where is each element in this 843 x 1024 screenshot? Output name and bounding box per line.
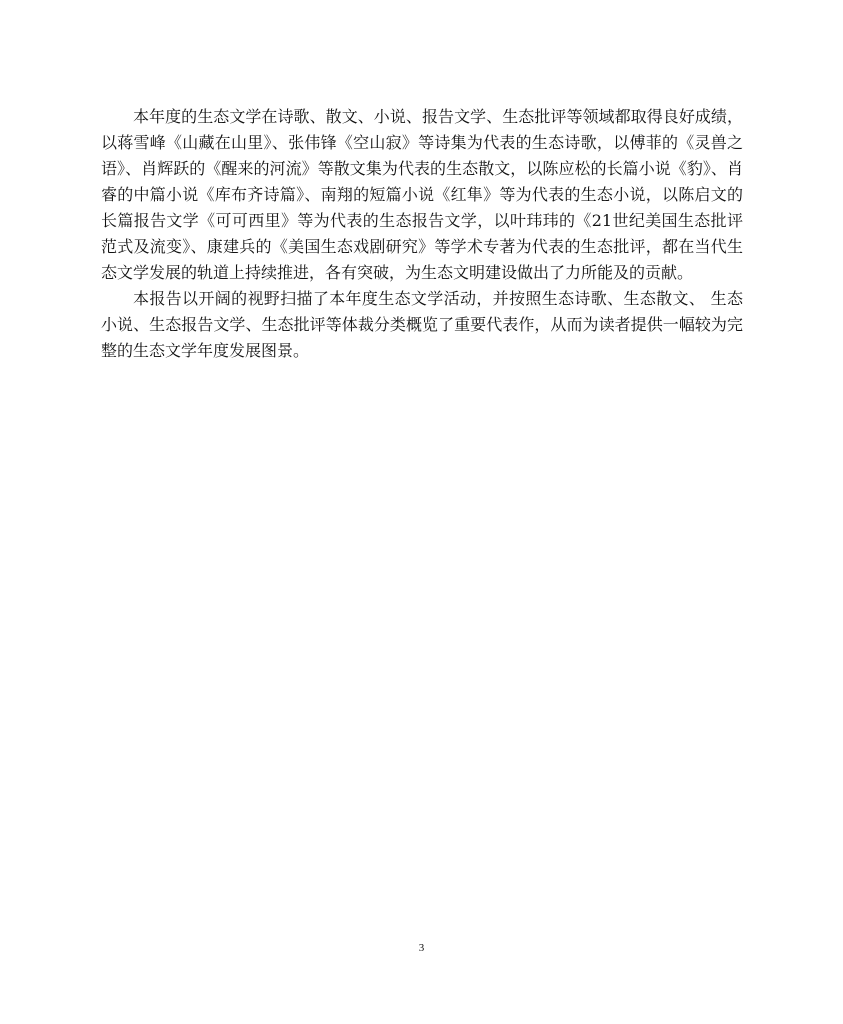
paragraph: 本报告以开阔的视野扫描了本年度生态文学活动，并按照生态诗歌、生态散文、 生态小说、生态报告文学、生态批评等体裁分类概览了重要代表作，从而为读者提供一幅较为完整的生态文学年度发展图景。 [101, 289, 743, 360]
body-text [101, 104, 743, 364]
paragraph: 本年度的生态文学在诗歌、散文、小说、报告文学、生态批评等领域都取得良好成绩，以蒋雪峰《山藏在山里》、张伟锋《空山寂》等诗集为代表的生态诗歌，以傅菲的《灵兽之语》、肖辉跃的《醒来的河流》等散文集为代表的生态散文，以陈应松的长篇小说《豹》、肖睿的中篇小说《库布齐诗篇》、南翔的短篇小说《红隼》等为代表的生态小说，以陈启文的长篇报告文学《可可西里》等为代表的生态报告文学，以叶玮玮的《21世纪美国生态批评范式及流变》、康建兵的《美国生态戏剧研究》等学术专著为代表的生态批评，都在当代生态文学发展的轨道上持续推进，各有突破，为生态文明建设做出了力所能及的贡献。 [101, 107, 743, 282]
page-number: 3 [418, 942, 425, 954]
